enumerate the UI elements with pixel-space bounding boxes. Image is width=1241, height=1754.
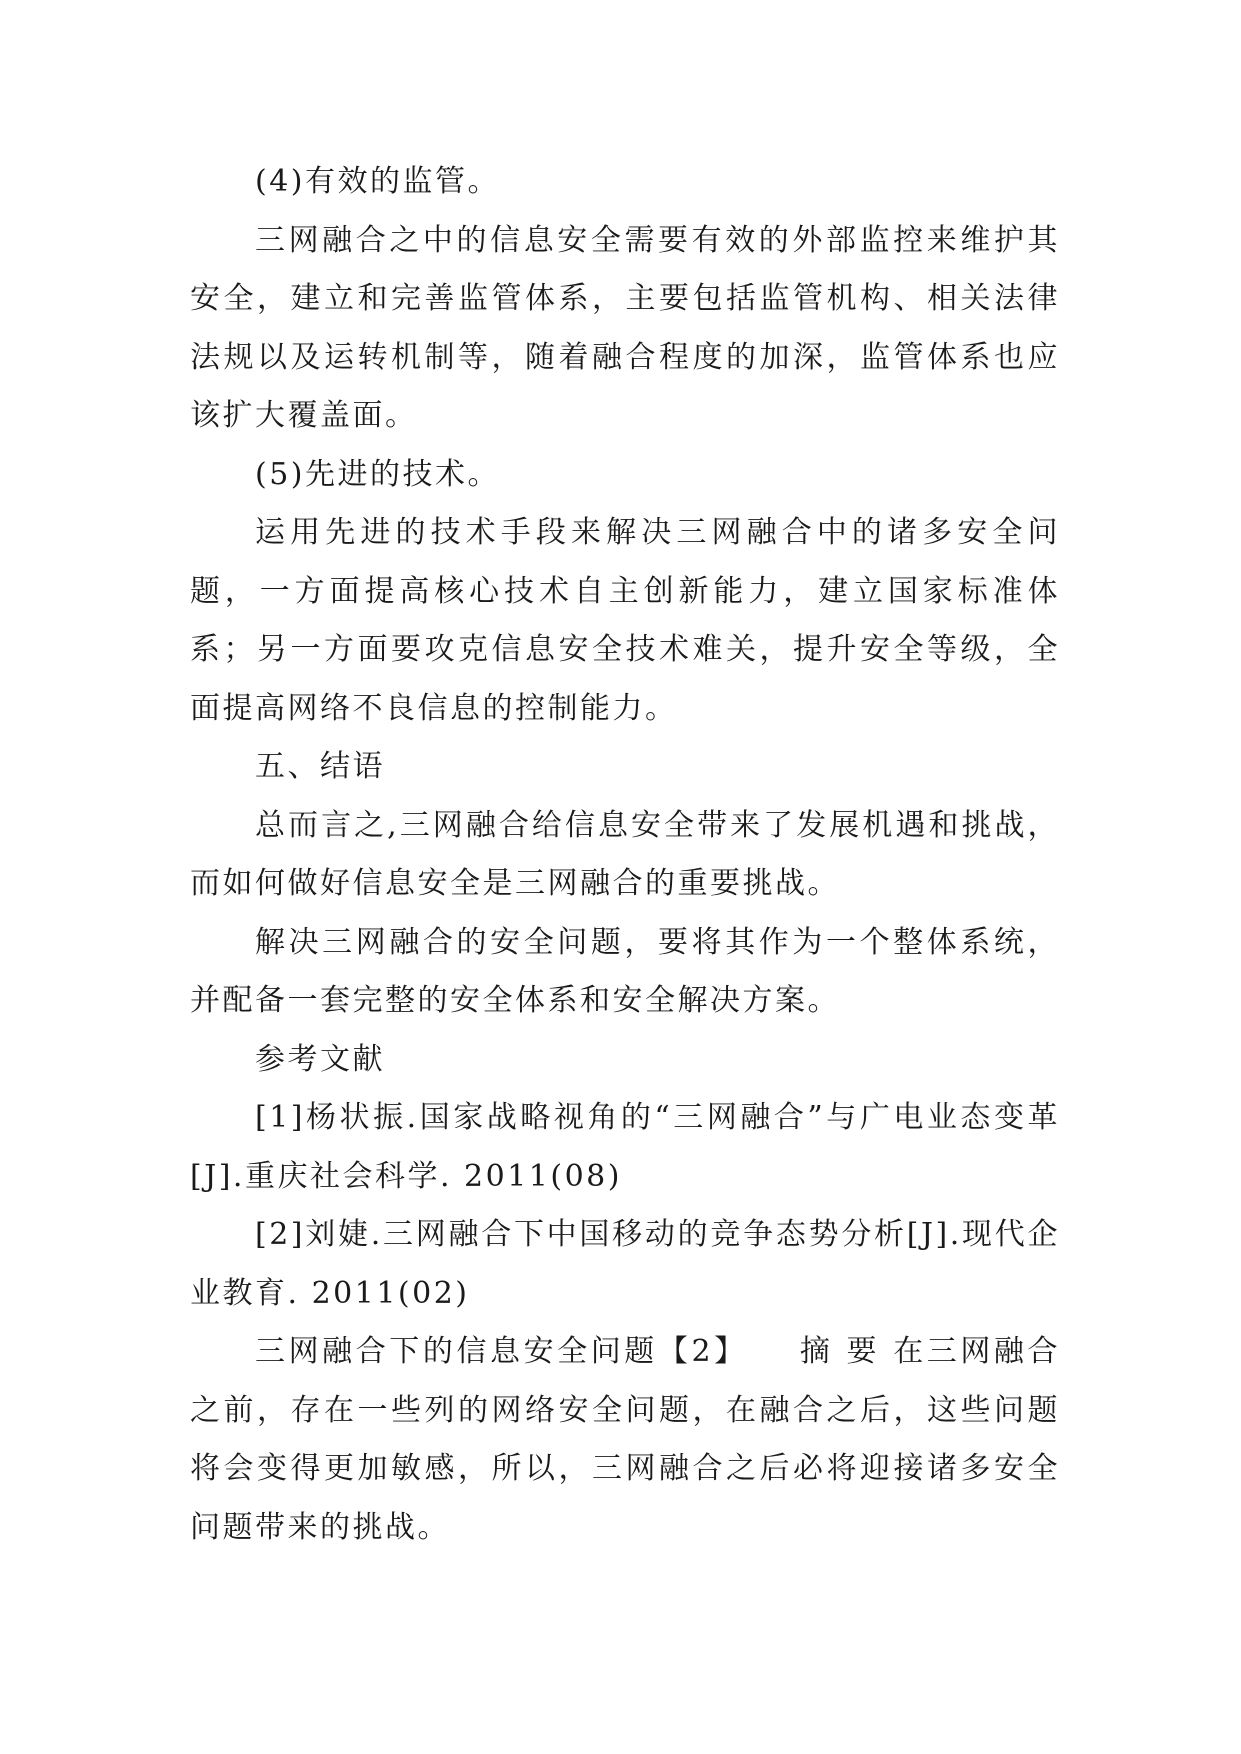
paragraph-conclusion-2: 解决三网融合的安全问题，要将其作为一个整体系统，并配备一套完整的安全体系和安全解决方案。 [190, 924, 1060, 1018]
references-heading: 参考文献 [255, 1041, 385, 1077]
paragraph-technology: 运用先进的技术手段来解决三网融合中的诸多安全问题，一方面提高核心技术自主创新能力，建立国家标准体系；另一方面要攻克信息安全技术难关，提升安全等级，全面提高网络不良信息的控制能力。 [190, 515, 1060, 726]
document-body [190, 153, 1060, 1557]
section-heading-advanced-technology: (5)先进的技术。 [255, 456, 500, 492]
paragraph-conclusion-1: 总而言之,三网融合给信息安全带来了发展机遇和挑战，而如何做好信息安全是三网融合的重要挑战。 [190, 807, 1060, 901]
paragraph-supervision: 三网融合之中的信息安全需要有效的外部监控来维护其安全，建立和完善监管体系，主要包括监管机构、相关法律法规以及运转机制等，随着融合程度的加深，监管体系也应该扩大覆盖面。 [190, 222, 1060, 433]
section-heading-effective-supervision: (4)有效的监管。 [255, 164, 500, 199]
section-heading-conclusion: 五、结语 [255, 749, 385, 784]
reference-item-2: [2]刘婕.三网融合下中国移动的竞争态势分析[J].现代企业教育. 2011(02) [190, 1217, 1060, 1311]
reference-item-1: [1]杨状振.国家战略视角的“三网融合”与广电业态变革[J].重庆社会科学. 2011(08) [190, 1100, 1060, 1194]
article-abstract: 三网融合下的信息安全问题【2】 摘 要 在三网融合之前，存在一些列的网络安全问题，在融合之后，这些问题将会变得更加敏感，所以，三网融合之后必将迎接诸多安全问题带来的挑战。 [190, 1334, 1060, 1545]
